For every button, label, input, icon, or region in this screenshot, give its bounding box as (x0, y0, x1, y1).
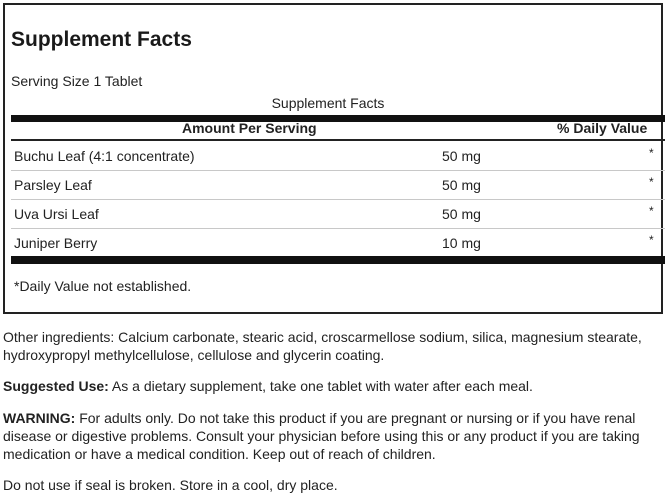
ingredient-name: Uva Ursi Leaf (14, 206, 99, 222)
suggested-use (3, 377, 663, 395)
daily-value-mark: * (649, 204, 654, 218)
ingredient-amount: 50 mg (442, 177, 481, 193)
table-row (11, 141, 665, 170)
daily-value-mark: * (649, 146, 654, 160)
ingredient-amount: 50 mg (442, 148, 481, 164)
warning-label: WARNING: (3, 410, 76, 426)
table-row (11, 228, 665, 257)
daily-value-header: % Daily Value (557, 120, 648, 136)
table-bottom-rule (11, 256, 665, 264)
amount-per-serving-header: Amount Per Serving (182, 120, 317, 136)
suggested-use-text: As a dietary supplement, take one tablet with water after each meal. (108, 378, 533, 394)
warning-text: For adults only. Do not take this product if you are pregnant or nursing or if you have renal disease or digestive problems. Consult your physician before using this or any product if you are taking medication or have a medical condition. Keep out of reach of children. (3, 410, 640, 462)
daily-value-mark: * (649, 233, 654, 247)
suggested-use-label: Suggested Use: (3, 378, 109, 394)
ingredient-name: Buchu Leaf (4:1 concentrate) (14, 148, 195, 164)
ingredient-amount: 10 mg (442, 235, 481, 251)
daily-value-mark: * (649, 175, 654, 189)
serving-size: Serving Size 1 Tablet (11, 73, 143, 89)
panel-title: Supplement Facts (11, 28, 192, 51)
table-row (11, 199, 665, 228)
daily-value-footnote: *Daily Value not established. (14, 278, 192, 294)
storage-instructions: Do not use if seal is broken. Store in a cool, dry place. (3, 477, 338, 493)
ingredient-name: Parsley Leaf (14, 177, 92, 193)
table-caption: Supplement Facts (271, 95, 385, 111)
ingredient-name: Juniper Berry (14, 235, 98, 251)
ingredient-amount: 50 mg (442, 206, 481, 222)
other-ingredients: Other ingredients: Calcium carbonate, stearic acid, croscarmellose sodium, silica, magnesium stearate, hydroxypropyl methylcellulose, cellulose and glycerin coating. (3, 329, 642, 363)
warning (3, 409, 663, 463)
table-row (11, 170, 665, 199)
